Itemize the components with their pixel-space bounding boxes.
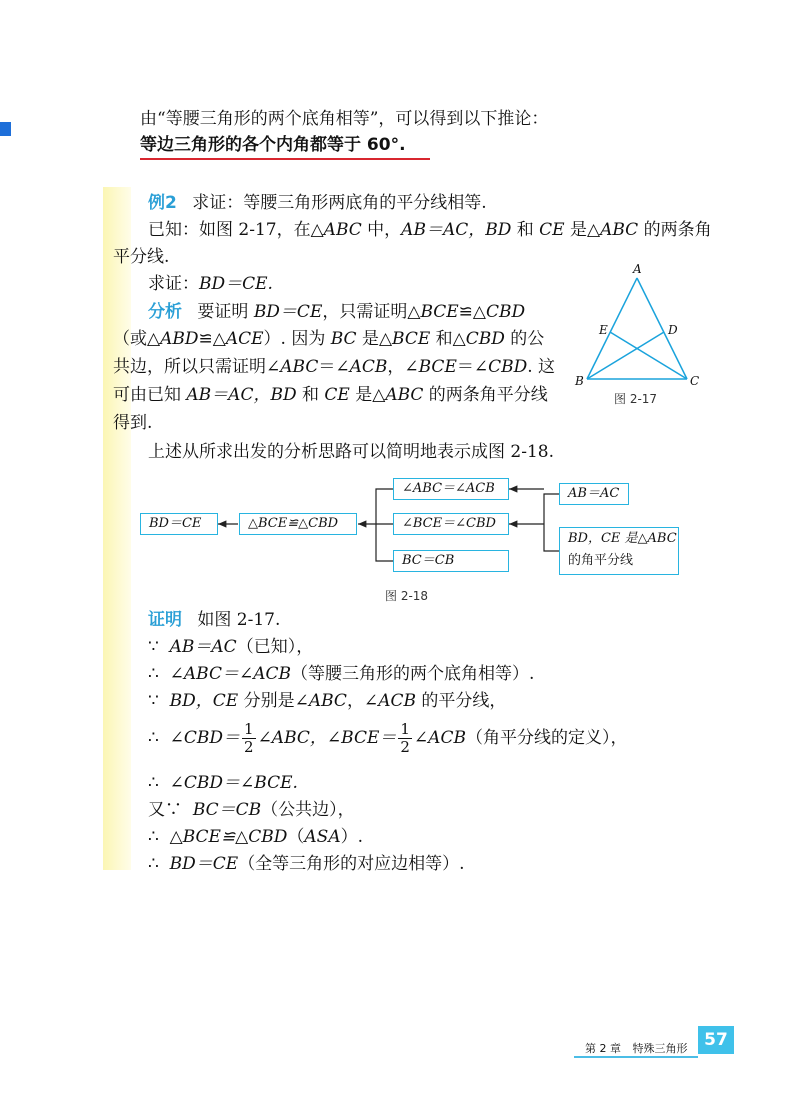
proof-step-6: 又∵ BC＝CB（公共边），: [148, 800, 355, 820]
analysis-line-4: 可由已知 AB＝AC，BD 和 CE 是△ABC 的两条角平分线: [113, 385, 548, 405]
fraction-half-1: $\frac{1}{2}$: [244, 720, 254, 756]
figure-2-18-caption: 图 2-18: [385, 589, 429, 603]
figure-2-17-caption: 图 2-17: [614, 392, 658, 406]
proof-label: 证明: [148, 610, 182, 630]
box-congruent: △BCE≌△CBD: [239, 513, 357, 535]
point-a-label: A: [633, 262, 642, 276]
box-bce-cbd: ∠BCE＝∠CBD: [393, 513, 509, 535]
proof-step-7: ∴ △BCE≌△CBD（ASA）.: [148, 827, 363, 847]
proof-step-1: ∵ AB＝AC（已知），: [148, 637, 314, 657]
corollary-text: 等边三角形的各个内角都等于 60°.: [140, 135, 406, 155]
point-e-label: E: [599, 323, 608, 337]
example-title: 求证：等腰三角形两底角的平分线相等.: [192, 193, 487, 213]
point-b-label: B: [575, 374, 584, 388]
proof-step-3: ∵ BD，CE 分别是∠ABC，∠ACB 的平分线，: [148, 691, 507, 711]
intro-text: 由“等腰三角形的两个底角相等”，可以得到以下推论：: [140, 109, 549, 129]
point-d-label: D: [668, 323, 678, 337]
proof-intro: 如图 2-17.: [197, 610, 281, 630]
analysis-line-6: 上述从所求出发的分析思路可以简明地表示成图 2-18.: [148, 442, 554, 462]
analysis-line-1: 分析 要证明 BD＝CE，只需证明△BCE≌△CBD: [148, 302, 526, 322]
footer-chapter: [585, 1040, 688, 1056]
point-c-label: C: [690, 374, 700, 388]
footer-rule: [574, 1056, 698, 1058]
proof-heading: [148, 608, 280, 632]
proof-step-8: ∴ BD＝CE（全等三角形的对应边相等）.: [148, 854, 465, 874]
box-ab-ac: AB＝AC: [559, 483, 629, 505]
analysis-line-3: 共边，所以只需证明∠ABC＝∠ACB，∠BCE＝∠CBD. 这: [113, 357, 556, 377]
bracket-right: [544, 494, 560, 551]
box-bisectors: BD，CE 是△ABC 的角平分线: [559, 527, 679, 575]
bracket-left: [376, 489, 394, 561]
chapter-title: 特殊三角形: [632, 1042, 688, 1055]
box-abc-acb: ∠ABC＝∠ACB: [393, 478, 509, 500]
proof-step-4: ∴ ∠CBD＝ $\frac{1}{2}$ ∠ABC，∠BCE＝ $\frac{1}{2}$ ∠ACB（角平分线的定义），: [148, 720, 628, 756]
box-goal: BD＝CE: [140, 513, 218, 535]
proof-step-5: ∴ ∠CBD＝∠BCE.: [148, 773, 298, 793]
given-line-1: 已知：如图 2-17，在△ABC 中，AB＝AC，BD 和 CE 是△ABC 的两条角: [148, 220, 712, 240]
chapter-number: 第 2 章: [585, 1042, 621, 1055]
prove-line: 求证：BD＝CE.: [148, 274, 273, 294]
analysis-line-2: （或△ABD≌△ACE）. 因为 BC 是△BCE 和△CBD 的公: [113, 329, 545, 349]
analysis-line-5: 得到.: [113, 413, 153, 433]
analysis-label: 分析: [148, 302, 182, 322]
fraction-half-2: $\frac{1}{2}$: [400, 720, 410, 756]
page-number: 57: [698, 1026, 734, 1054]
box-bc-cb: BC＝CB: [393, 550, 509, 572]
proof-step-2: ∴ ∠ABC＝∠ACB（等腰三角形的两个底角相等）.: [148, 664, 535, 684]
given-line-2: 平分线.: [113, 247, 170, 267]
example-label: 例2: [148, 193, 177, 213]
